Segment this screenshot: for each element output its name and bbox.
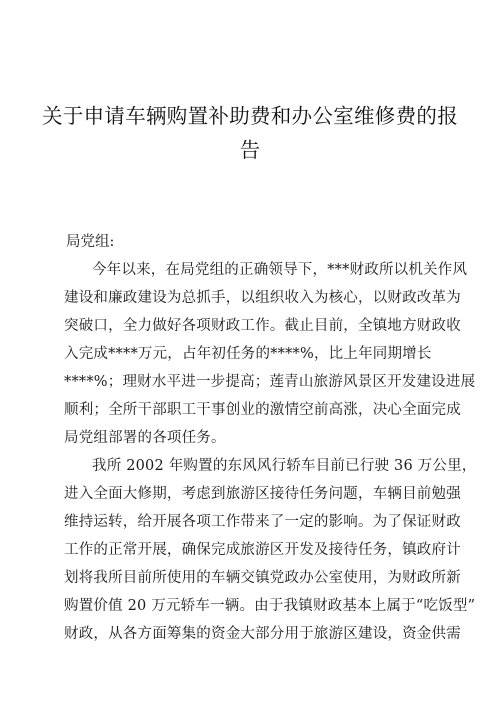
paragraph-1-line: 局党组部署的各项任务。 <box>64 430 226 446</box>
paragraph-2-line: 财政，从各方面筹集的资金大部分用于旅游区建设，资金供需 <box>64 626 461 642</box>
paragraph-2-line: 工作的正常开展，确保完成旅游区开发及接待任务，镇政府计 <box>64 542 461 558</box>
paragraph-1-line: 今年以来，在局党组的正确领导下，***财政所以机关作风 <box>92 262 468 278</box>
paragraph-2-line: 购置价值 20 万元轿车一辆。由于我镇财政基本上属于“吃饭型” <box>64 598 476 614</box>
salutation: 局党组: <box>66 234 115 250</box>
paragraph-2-line: 进入全面大修期，考虑到旅游区接待任务问题，车辆目前勉强 <box>64 486 461 502</box>
paragraph-1-line: 顺利；全所干部职工干事创业的激情空前高涨，决心全面完成 <box>64 402 461 418</box>
paragraph-1-line: 突破口，全力做好各项财政工作。截止目前，全镇地方财政收 <box>64 318 461 334</box>
paragraph-2-line: 维持运转，给开展各项工作带来了一定的影响。为了保证财政 <box>64 514 461 530</box>
paragraph-2-line: 我所 2002 年购置的东风风行轿车目前已行驶 36 万公里， <box>92 458 477 474</box>
paragraph-1-line: ****%；理财水平进一步提高；莲青山旅游风景区开发建设进展 <box>64 374 476 390</box>
paragraph-1-line: 建设和廉政建设为总抓手，以组织收入为核心，以财政改革为 <box>64 290 461 306</box>
title-line-1: 关于申请车辆购置补助费和办公室维修费的报 <box>42 104 458 128</box>
title-line-2: 告 <box>239 138 261 162</box>
paragraph-1-line: 入完成****万元，占年初任务的****%，比上年同期增长 <box>64 346 432 362</box>
paragraph-2-line: 划将我所目前所使用的车辆交镇党政办公室使用，为财政所新 <box>64 570 461 586</box>
